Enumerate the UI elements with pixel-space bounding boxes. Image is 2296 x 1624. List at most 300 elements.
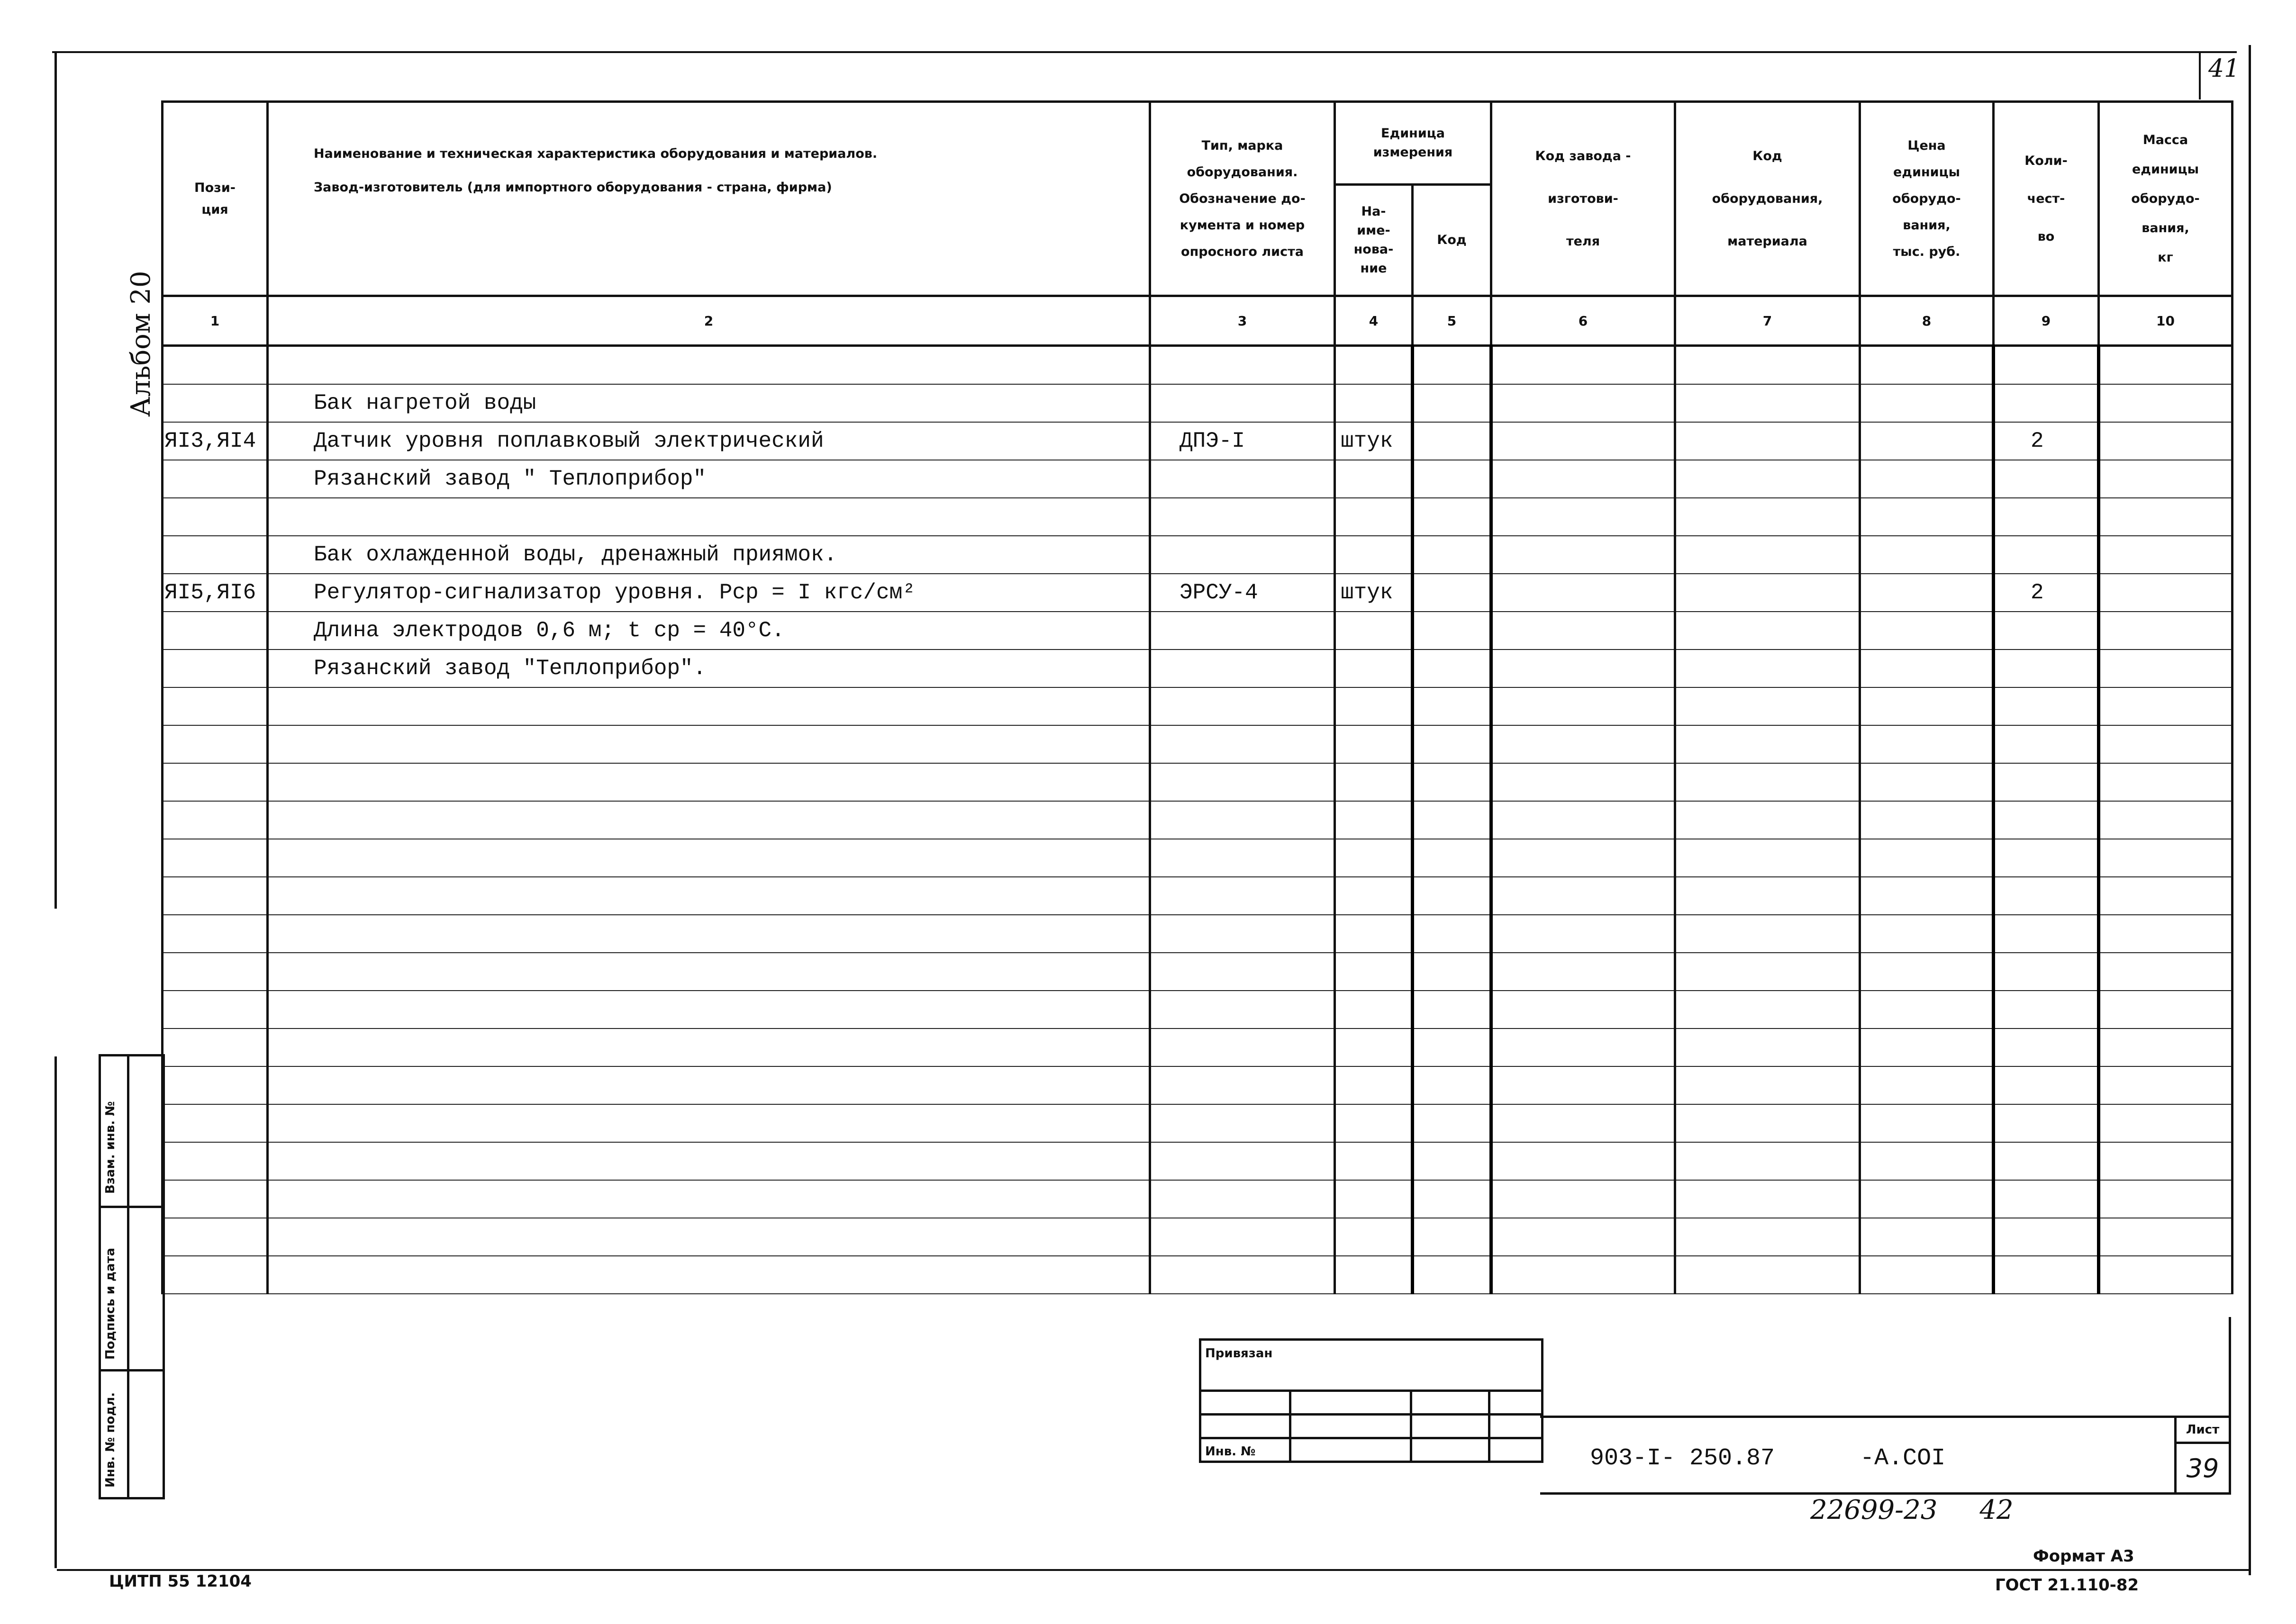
mass-cell — [2099, 536, 2232, 574]
table-row — [163, 991, 2232, 1029]
plant-code-cell — [1491, 877, 1675, 915]
unit-name-cell — [1335, 763, 1413, 801]
unit-code-cell — [1413, 1218, 1491, 1256]
description-cell — [268, 1104, 1150, 1142]
position-cell: ЯI5,ЯI6 — [163, 574, 268, 612]
unit-code-cell — [1413, 839, 1491, 877]
type-cell — [1150, 650, 1335, 687]
header-plant-code: Код завода - изготови- теля — [1491, 102, 1675, 296]
table-row — [163, 801, 2232, 839]
qty-cell — [1994, 839, 2099, 877]
type-cell — [1150, 1029, 1335, 1066]
plant-code-cell — [1491, 1180, 1675, 1218]
equipment-code-cell — [1675, 422, 1860, 460]
stamp-inv-podl: Инв. № подл. — [103, 1392, 118, 1488]
position-cell — [163, 801, 268, 839]
header-name — [268, 102, 1150, 296]
unit-code-cell — [1413, 460, 1491, 498]
unit-name-cell — [1335, 915, 1413, 953]
unit-code-cell — [1413, 498, 1491, 536]
unit-name-cell — [1335, 725, 1413, 763]
equipment-code-cell — [1675, 384, 1860, 422]
qty-cell — [1994, 650, 2099, 687]
unit-name-cell — [1335, 1142, 1413, 1180]
price-cell — [1860, 839, 1994, 877]
unit-code-cell — [1413, 384, 1491, 422]
unit-name-cell — [1335, 953, 1413, 991]
plant-code-cell — [1491, 536, 1675, 574]
price-cell — [1860, 763, 1994, 801]
table-row — [163, 1066, 2232, 1104]
table-row — [163, 725, 2232, 763]
unit-name-cell — [1335, 1256, 1413, 1294]
type-cell — [1150, 801, 1335, 839]
frame-right-line — [2249, 45, 2251, 1575]
position-cell — [163, 612, 268, 650]
qty-cell — [1994, 460, 2099, 498]
description-cell — [268, 725, 1150, 763]
plant-code-cell — [1491, 763, 1675, 801]
plant-code-cell — [1491, 1066, 1675, 1104]
qty-cell — [1994, 1104, 2099, 1142]
privyazan-label: Привязан — [1200, 1340, 1543, 1391]
table-row — [163, 687, 2232, 725]
table-row — [163, 612, 2232, 650]
position-cell — [163, 1218, 268, 1256]
equipment-code-cell — [1675, 687, 1860, 725]
inv-no-label: Инв. № — [1200, 1438, 1290, 1462]
unit-name-cell — [1335, 498, 1413, 536]
position-cell — [163, 346, 268, 385]
mass-cell — [2099, 1142, 2232, 1180]
equipment-code-cell — [1675, 460, 1860, 498]
position-cell — [163, 953, 268, 991]
price-cell — [1860, 536, 1994, 574]
type-cell — [1150, 384, 1335, 422]
price-cell — [1860, 687, 1994, 725]
position-cell — [163, 763, 268, 801]
description-cell: Бак охлажденной воды, дренажный приямок. — [268, 536, 1150, 574]
position-cell — [163, 498, 268, 536]
header-price: Цена единицы оборудо- вания, тыс. руб. — [1860, 102, 1994, 296]
qty-cell — [1994, 687, 2099, 725]
equipment-code-cell — [1675, 991, 1860, 1029]
plant-code-cell — [1491, 915, 1675, 953]
mass-cell — [2099, 498, 2232, 536]
type-cell: ДПЭ-I — [1150, 422, 1335, 460]
equipment-code-cell — [1675, 1029, 1860, 1066]
gost-label: ГОСТ 21.110-82 — [1995, 1576, 2139, 1595]
description-cell — [268, 915, 1150, 953]
qty-cell — [1994, 536, 2099, 574]
unit-code-cell — [1413, 877, 1491, 915]
table-row — [163, 915, 2232, 953]
stamp-vzam-inv: Взам. инв. № — [103, 1101, 118, 1194]
type-cell — [1150, 915, 1335, 953]
unit-code-cell — [1413, 687, 1491, 725]
plant-code-cell — [1491, 687, 1675, 725]
price-cell — [1860, 498, 1994, 536]
qty-cell — [1994, 346, 2099, 385]
type-cell — [1150, 1180, 1335, 1218]
table-row — [163, 384, 2232, 422]
equipment-code-cell — [1675, 801, 1860, 839]
unit-name-cell — [1335, 1104, 1413, 1142]
qty-cell — [1994, 612, 2099, 650]
unit-code-cell — [1413, 650, 1491, 687]
unit-name-cell — [1335, 801, 1413, 839]
table-row — [163, 536, 2232, 574]
qty-cell — [1994, 953, 2099, 991]
plant-code-cell — [1491, 839, 1675, 877]
unit-name-cell — [1335, 1180, 1413, 1218]
plant-code-cell — [1491, 574, 1675, 612]
column-number: 9 — [1994, 296, 2099, 346]
sheet-number: 39 — [2176, 1443, 2230, 1494]
mass-cell — [2099, 991, 2232, 1029]
qty-cell — [1994, 763, 2099, 801]
description-cell: Регулятор-сигнализатор уровня. Рср = I кгс/см² — [268, 574, 1150, 612]
type-cell — [1150, 1104, 1335, 1142]
mass-cell — [2099, 1029, 2232, 1066]
unit-code-cell — [1413, 1029, 1491, 1066]
unit-code-cell — [1413, 1142, 1491, 1180]
description-cell: Рязанский завод " Теплоприбор" — [268, 460, 1150, 498]
qty-cell — [1994, 991, 2099, 1029]
handwritten-number: 22699-23 42 — [1810, 1495, 2014, 1525]
position-cell — [163, 1180, 268, 1218]
mass-cell — [2099, 422, 2232, 460]
description-cell — [268, 1066, 1150, 1104]
type-cell — [1150, 839, 1335, 877]
plant-code-cell — [1491, 422, 1675, 460]
table-row — [163, 1218, 2232, 1256]
position-cell — [163, 991, 268, 1029]
price-cell — [1860, 953, 1994, 991]
price-cell — [1860, 1104, 1994, 1142]
mass-cell — [2099, 915, 2232, 953]
price-cell — [1860, 612, 1994, 650]
mass-cell — [2099, 1218, 2232, 1256]
header-name-line2: Завод-изготовитель (для импортного оборудования - страна, фирма) — [314, 180, 832, 195]
qty-cell — [1994, 1029, 2099, 1066]
unit-code-cell — [1413, 953, 1491, 991]
qty-cell — [1994, 384, 2099, 422]
document-code: 903-I- 250.87 -A.COI — [1590, 1445, 1946, 1472]
column-number: 1 — [163, 296, 268, 346]
description-cell — [268, 1218, 1150, 1256]
plant-code-cell — [1491, 1218, 1675, 1256]
mass-cell — [2099, 1180, 2232, 1218]
description-cell: Длина электродов 0,6 м; t ср = 40°С. — [268, 612, 1150, 650]
price-cell — [1860, 877, 1994, 915]
position-cell — [163, 1066, 268, 1104]
mass-cell — [2099, 1104, 2232, 1142]
unit-code-cell — [1413, 574, 1491, 612]
table-row — [163, 953, 2232, 991]
table-row — [163, 346, 2232, 385]
position-cell — [163, 650, 268, 687]
price-cell — [1860, 1256, 1994, 1294]
table-row — [163, 763, 2232, 801]
equipment-code-cell — [1675, 877, 1860, 915]
header-type: Тип, марка оборудования. Обозначение до- кумента и номер опросного листа — [1150, 102, 1335, 296]
unit-code-cell — [1413, 1180, 1491, 1218]
description-cell — [268, 346, 1150, 385]
equipment-code-cell — [1675, 346, 1860, 385]
table-row — [163, 1104, 2232, 1142]
unit-code-cell — [1413, 1066, 1491, 1104]
sheet-label: Лист — [2176, 1417, 2230, 1443]
unit-name-cell — [1335, 612, 1413, 650]
price-cell — [1860, 725, 1994, 763]
column-number: 8 — [1860, 296, 1994, 346]
format-label: Формат А3 — [2033, 1547, 2134, 1566]
qty-cell — [1994, 1180, 2099, 1218]
type-cell — [1150, 460, 1335, 498]
table-row — [163, 460, 2232, 498]
qty-cell — [1994, 877, 2099, 915]
position-cell — [163, 915, 268, 953]
description-cell — [268, 763, 1150, 801]
table-row — [163, 422, 2232, 460]
description-cell — [268, 1142, 1150, 1180]
plant-code-cell — [1491, 801, 1675, 839]
plant-code-cell — [1491, 953, 1675, 991]
equipment-code-cell — [1675, 612, 1860, 650]
column-number: 7 — [1675, 296, 1860, 346]
column-number: 6 — [1491, 296, 1675, 346]
unit-name-cell: штук — [1335, 422, 1413, 460]
equipment-code-cell — [1675, 498, 1860, 536]
price-cell — [1860, 574, 1994, 612]
description-cell — [268, 801, 1150, 839]
type-cell — [1150, 536, 1335, 574]
type-cell — [1150, 346, 1335, 385]
column-number: 5 — [1413, 296, 1491, 346]
equipment-code-cell — [1675, 953, 1860, 991]
position-cell — [163, 687, 268, 725]
price-cell — [1860, 650, 1994, 687]
mass-cell — [2099, 877, 2232, 915]
unit-code-cell — [1413, 991, 1491, 1029]
position-cell — [163, 1029, 268, 1066]
equipment-code-cell — [1675, 915, 1860, 953]
price-cell — [1860, 1142, 1994, 1180]
table-row — [163, 839, 2232, 877]
type-cell — [1150, 877, 1335, 915]
unit-code-cell — [1413, 612, 1491, 650]
header-position: Пози- ция — [163, 102, 268, 296]
position-cell — [163, 1104, 268, 1142]
unit-name-cell — [1335, 1029, 1413, 1066]
mass-cell — [2099, 725, 2232, 763]
unit-name-cell — [1335, 384, 1413, 422]
plant-code-cell — [1491, 460, 1675, 498]
mass-cell — [2099, 763, 2232, 801]
description-cell: Рязанский завод "Теплоприбор". — [268, 650, 1150, 687]
price-cell — [1860, 915, 1994, 953]
header-mass: Масса единицы оборудо- вания, кг — [2099, 102, 2232, 296]
qty-cell: 2 — [1994, 422, 2099, 460]
price-cell — [1860, 384, 1994, 422]
position-cell — [163, 839, 268, 877]
header-unit-name: На- име- нова- ние — [1335, 185, 1413, 296]
unit-name-cell — [1335, 536, 1413, 574]
table-row — [163, 1180, 2232, 1218]
mass-cell — [2099, 384, 2232, 422]
unit-code-cell — [1413, 763, 1491, 801]
mass-cell — [2099, 687, 2232, 725]
unit-name-cell — [1335, 991, 1413, 1029]
sheet-number-box-line — [2199, 52, 2201, 99]
description-cell — [268, 839, 1150, 877]
position-cell: ЯI3,ЯI4 — [163, 422, 268, 460]
plant-code-cell — [1491, 612, 1675, 650]
frame-left-top-line — [54, 51, 57, 909]
plant-code-cell — [1491, 1256, 1675, 1294]
description-cell — [268, 1029, 1150, 1066]
plant-code-cell — [1491, 1029, 1675, 1066]
sheet-box — [2174, 1416, 2231, 1495]
price-cell — [1860, 1066, 1994, 1104]
mass-cell — [2099, 839, 2232, 877]
table-row — [163, 1029, 2232, 1066]
mass-cell — [2099, 650, 2232, 687]
mass-cell — [2099, 1256, 2232, 1294]
qty-cell — [1994, 915, 2099, 953]
album-label: Альбом 20 — [126, 271, 156, 417]
header-unit-group: Единица измерения — [1335, 102, 1491, 185]
privyazan-block — [1199, 1338, 1543, 1463]
equipment-code-cell — [1675, 574, 1860, 612]
position-cell — [163, 536, 268, 574]
unit-name-cell — [1335, 1218, 1413, 1256]
mass-cell — [2099, 460, 2232, 498]
column-number-row — [163, 296, 2232, 346]
header-equipment-code: Код оборудования, материала — [1675, 102, 1860, 296]
unit-code-cell — [1413, 346, 1491, 385]
type-cell: ЭРСУ-4 — [1150, 574, 1335, 612]
type-cell — [1150, 991, 1335, 1029]
mass-cell — [2099, 612, 2232, 650]
description-cell — [268, 498, 1150, 536]
unit-name-cell — [1335, 650, 1413, 687]
table-row — [163, 650, 2232, 687]
description-cell — [268, 877, 1150, 915]
unit-code-cell — [1413, 1104, 1491, 1142]
equipment-code-cell — [1675, 1104, 1860, 1142]
qty-cell — [1994, 498, 2099, 536]
mass-cell — [2099, 953, 2232, 991]
table-row — [163, 1142, 2232, 1180]
type-cell — [1150, 612, 1335, 650]
type-cell — [1150, 1218, 1335, 1256]
plant-code-cell — [1491, 725, 1675, 763]
column-number: 4 — [1335, 296, 1413, 346]
unit-code-cell — [1413, 1256, 1491, 1294]
mass-cell — [2099, 574, 2232, 612]
price-cell — [1860, 346, 1994, 385]
type-cell — [1150, 687, 1335, 725]
description-cell — [268, 953, 1150, 991]
price-cell — [1860, 422, 1994, 460]
unit-name-cell — [1335, 460, 1413, 498]
price-cell — [1860, 991, 1994, 1029]
position-cell — [163, 384, 268, 422]
column-number: 2 — [268, 296, 1150, 346]
frame-left-bottom-line — [54, 1056, 57, 1568]
unit-code-cell — [1413, 801, 1491, 839]
table-row — [163, 1256, 2232, 1294]
position-cell — [163, 725, 268, 763]
sheet-top-number: 41 — [2208, 54, 2240, 83]
price-cell — [1860, 1180, 1994, 1218]
equipment-code-cell — [1675, 1218, 1860, 1256]
qty-cell — [1994, 1142, 2099, 1180]
plant-code-cell — [1491, 346, 1675, 385]
type-cell — [1150, 1066, 1335, 1104]
position-cell — [163, 877, 268, 915]
header-qty: Коли- чест- во — [1994, 102, 2099, 296]
position-cell — [163, 460, 268, 498]
plant-code-cell — [1491, 1104, 1675, 1142]
description-cell — [268, 1180, 1150, 1218]
description-cell — [268, 687, 1150, 725]
plant-code-cell — [1491, 991, 1675, 1029]
column-number: 3 — [1150, 296, 1335, 346]
unit-code-cell — [1413, 422, 1491, 460]
equipment-code-cell — [1675, 763, 1860, 801]
table-row — [163, 574, 2232, 612]
unit-name-cell — [1335, 877, 1413, 915]
type-cell — [1150, 953, 1335, 991]
unit-code-cell — [1413, 536, 1491, 574]
equipment-code-cell — [1675, 839, 1860, 877]
frame-top-line — [52, 51, 2237, 53]
equipment-code-cell — [1675, 1180, 1860, 1218]
equipment-code-cell — [1675, 1256, 1860, 1294]
header-unit-code: Код — [1413, 185, 1491, 296]
mass-cell — [2099, 1066, 2232, 1104]
equipment-code-cell — [1675, 650, 1860, 687]
type-cell — [1150, 1142, 1335, 1180]
mass-cell — [2099, 801, 2232, 839]
qty-cell — [1994, 1256, 2099, 1294]
unit-name-cell — [1335, 1066, 1413, 1104]
price-cell — [1860, 1218, 1994, 1256]
type-cell — [1150, 498, 1335, 536]
stamp-podpis-data: Подпись и дата — [103, 1247, 118, 1360]
plant-code-cell — [1491, 498, 1675, 536]
equipment-code-cell — [1675, 536, 1860, 574]
qty-cell — [1994, 1218, 2099, 1256]
unit-name-cell — [1335, 346, 1413, 385]
position-cell — [163, 1142, 268, 1180]
qty-cell — [1994, 801, 2099, 839]
price-cell — [1860, 1029, 1994, 1066]
column-number: 10 — [2099, 296, 2232, 346]
description-cell — [268, 991, 1150, 1029]
price-cell — [1860, 801, 1994, 839]
specification-table — [161, 100, 2233, 1294]
equipment-code-cell — [1675, 1142, 1860, 1180]
unit-name-cell: штук — [1335, 574, 1413, 612]
unit-code-cell — [1413, 915, 1491, 953]
type-cell — [1150, 1256, 1335, 1294]
qty-cell: 2 — [1994, 574, 2099, 612]
header-name-line1: Наименование и техническая характеристика оборудования и материалов. — [314, 146, 878, 161]
